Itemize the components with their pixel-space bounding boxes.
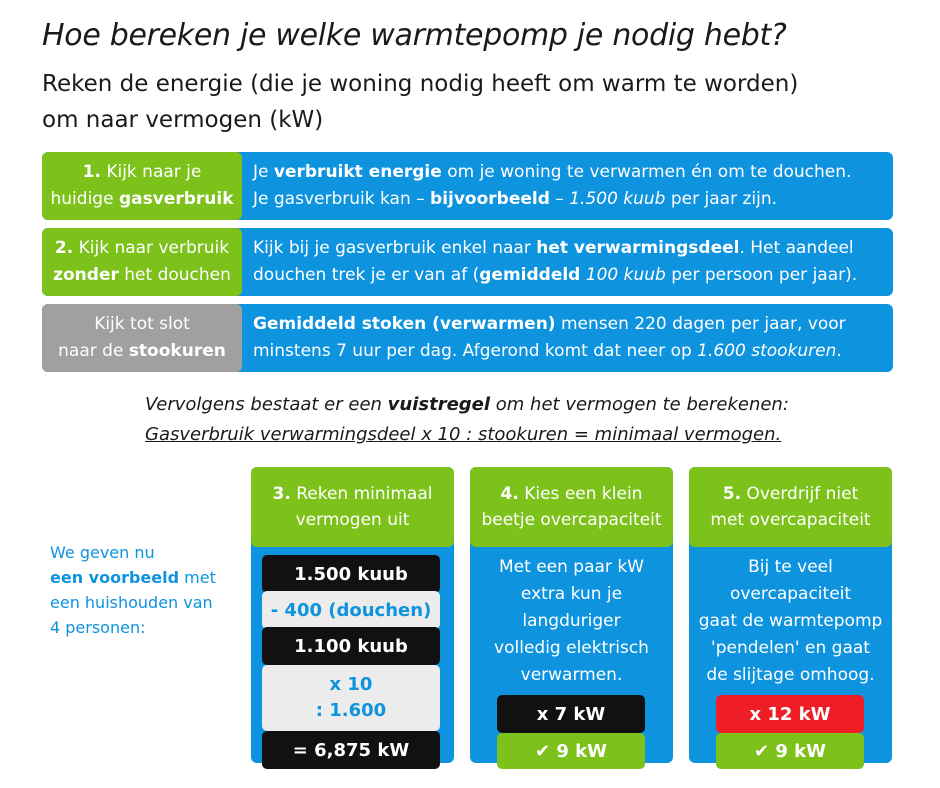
calc-heating-gas: 1.100 kuub: [262, 627, 440, 665]
step-1-text-b1: Je gasverbruik kan –: [253, 189, 431, 209]
column-5-header: [689, 467, 892, 547]
example-bold: een voorbeeld: [50, 568, 180, 587]
column-3-header-line-1: Reken minimaal: [290, 484, 433, 504]
step-3-text-b3: .: [836, 341, 842, 361]
step-3-label: [42, 304, 242, 372]
column-4-desc-line: volledig elektrisch: [494, 638, 649, 658]
calc-multiply: x 10: [329, 674, 373, 695]
column-4-header-line-2: beetje overcapaciteit: [481, 510, 662, 530]
column-5-description: [693, 554, 888, 689]
column-4-header: [470, 467, 673, 547]
step-1-number: 1.: [82, 162, 101, 182]
step-2-row: [42, 228, 893, 296]
column-4-header-line-1: Kies een klein: [518, 484, 643, 504]
subtitle-line-1: Reken de energie (die je woning nodig heeft om warm te worden): [42, 71, 799, 97]
step-1-text: [253, 152, 881, 220]
step-1-label-line-1: Kijk naar je: [100, 162, 202, 182]
step-2-label: [42, 228, 242, 296]
rule-line-1-post: om het vermogen te berekenen:: [490, 394, 789, 415]
step-2-label-line-2: het douchen: [118, 265, 231, 285]
step-2-text-a2: het verwarmingsdeel: [536, 238, 740, 258]
step-3-text-a1: Gemiddeld stoken (verwarmen): [253, 314, 556, 334]
column-4-desc-line: extra kun je: [520, 584, 623, 604]
step-3-label-bold: stookuren: [128, 341, 226, 361]
column-4-description: [474, 554, 669, 689]
column-3-header: [251, 467, 454, 547]
calc-shower-deduction: - 400 (douchen): [262, 591, 440, 629]
step-2-text-a3: . Het aandeel: [739, 238, 854, 258]
rule-formula: Gasverbruik verwarmingsdeel x 10 : stookuren = minimaal vermogen.: [145, 424, 782, 445]
step-2-text-b4: 100 kuub: [585, 265, 666, 285]
rule-line-1-pre: Vervolgens bestaat er een: [145, 394, 388, 415]
step-1-text-b4: 1.500 kuub: [569, 189, 666, 209]
step-1-text-b2: bijvoorbeeld: [430, 189, 550, 209]
step-1-label-bold: gasverbruik: [118, 189, 234, 209]
step-3-text-b2: 1.600 stookuren: [697, 341, 837, 361]
rule-of-thumb: [145, 390, 789, 450]
step-1-label: [42, 152, 242, 220]
calc-result: = 6,875 kW: [262, 731, 440, 769]
step-3-text-a2: mensen 220 dagen per jaar, voor: [555, 314, 846, 334]
step-1-row: [42, 152, 893, 220]
column-5-desc-line: 'pendelen' en gaat: [711, 638, 870, 658]
column-5-desc-line: Bij te veel: [748, 557, 833, 577]
page-subtitle: [42, 66, 902, 138]
column-5-desc-line: overcapaciteit: [729, 584, 852, 604]
column-5-header-line-2: met overcapaciteit: [710, 510, 871, 530]
calc-formula: [262, 665, 440, 731]
column-5-check-box: ✔ 9 kW: [716, 733, 864, 769]
page-title: Hoe bereken je welke warmtepomp je nodig hebt?: [42, 18, 787, 53]
subtitle-line-2: om naar vermogen (kW): [42, 107, 324, 133]
rule-bold: vuistregel: [387, 394, 491, 415]
step-1-text-a1: Je: [253, 162, 274, 182]
step-3-row: [42, 304, 893, 372]
step-2-text-a1: Kijk bij je gasverbruik enkel naar: [253, 238, 537, 258]
column-step-5: [689, 467, 892, 763]
step-2-text: [253, 228, 881, 296]
step-1-label-line-2: huidige: [50, 189, 119, 209]
calc-divide: : 1.600: [315, 700, 387, 721]
column-5-desc-line: gaat de warmtepomp: [698, 611, 883, 631]
step-2-label-bold: zonder: [53, 265, 119, 285]
column-3-header-line-2: vermogen uit: [295, 510, 410, 530]
step-1-text-b5: per jaar zijn.: [665, 189, 778, 209]
column-5-power-box: x 12 kW: [716, 695, 864, 733]
step-2-label-line-1: Kijk naar verbruik: [73, 238, 230, 258]
step-1-text-a2: verbruikt energie: [273, 162, 442, 182]
column-3-number: 3.: [272, 484, 291, 504]
column-5-header-line-1: Overdrijf niet: [741, 484, 859, 504]
example-line-3: een huishouden van: [50, 593, 213, 612]
example-line-2: met: [179, 568, 216, 587]
column-5-desc-line: de slijtage omhoog.: [706, 665, 875, 685]
column-5-number: 5.: [722, 484, 742, 504]
step-1-text-a3: om je woning te verwarmen én om te douchen.: [441, 162, 852, 182]
step-3-label-line-1: Kijk tot slot: [94, 314, 190, 334]
step-2-number: 2.: [54, 238, 74, 258]
example-line-1: We geven nu: [50, 543, 155, 562]
step-2-text-b1: douchen trek je er van af (: [253, 265, 480, 285]
column-4-power-box: x 7 kW: [497, 695, 645, 733]
column-step-3: [251, 467, 454, 763]
calc-gas-total: 1.500 kuub: [262, 555, 440, 593]
column-4-desc-line: verwarmen.: [520, 665, 623, 685]
step-1-text-b3: –: [549, 189, 570, 209]
step-2-text-b5: per persoon per jaar).: [665, 265, 858, 285]
step-3-text-b1: minstens 7 uur per dag. Afgerond komt dat neer op: [253, 341, 698, 361]
column-step-4: [470, 467, 673, 763]
column-4-check-box: ✔ 9 kW: [497, 733, 645, 769]
column-4-number: 4.: [500, 484, 519, 504]
step-3-label-line-2: naar de: [58, 341, 129, 361]
column-4-desc-line: langduriger: [522, 611, 621, 631]
step-3-text: [253, 304, 881, 372]
example-line-4: 4 personen:: [50, 618, 146, 637]
example-note: [50, 540, 240, 640]
column-4-desc-line: Met een paar kW: [499, 557, 644, 577]
step-2-text-b2: gemiddeld: [479, 265, 581, 285]
